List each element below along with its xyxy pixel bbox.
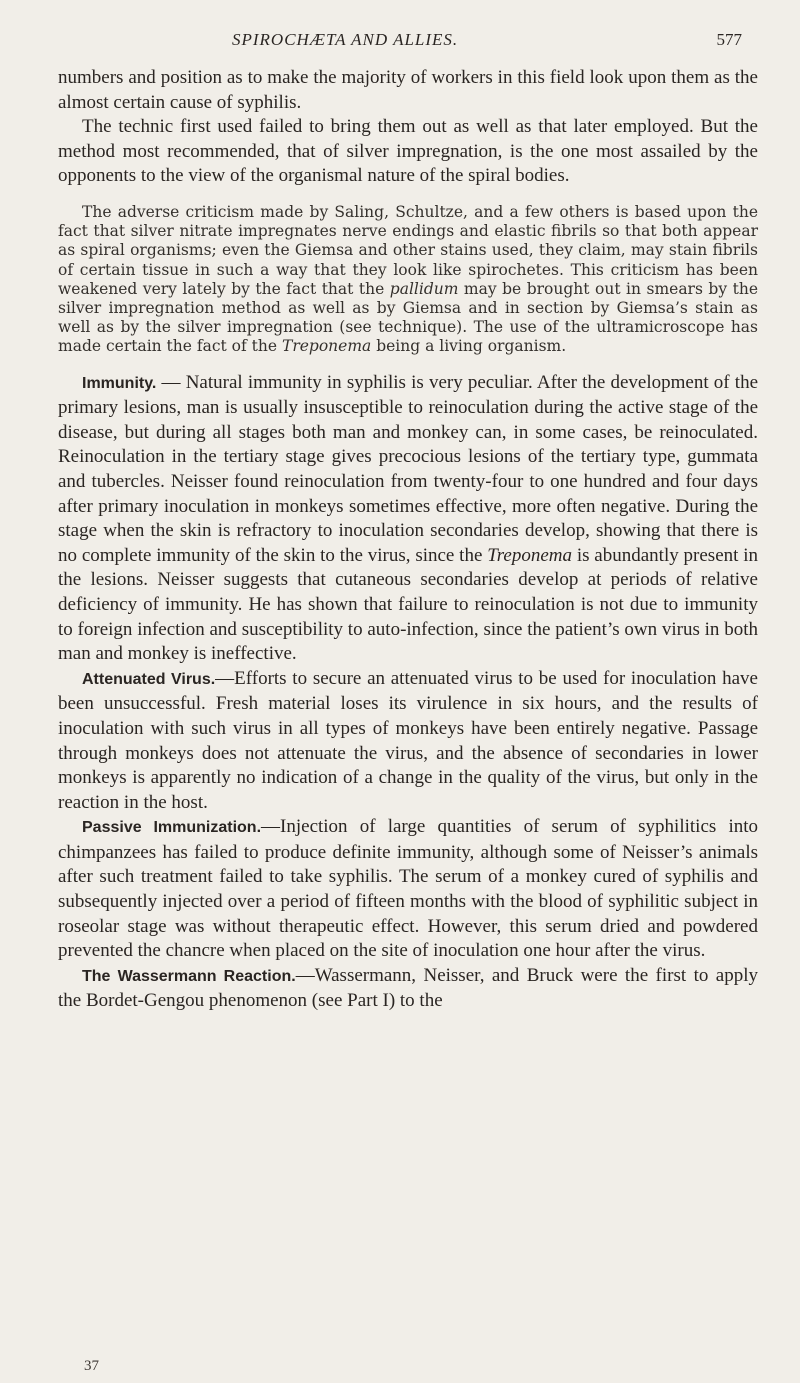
main-sections <box>58 371 758 1014</box>
criticism-text-b: may be brought out in smears by the silver impregnation method as well as by Giemsa and in section by Giemsa’s stain as well as by the silver impregnation (see technique). The use of the ultramicroscope has made certain the fact of the <box>58 279 758 356</box>
wassermann-paragraph <box>58 964 758 1014</box>
page-number: 577 <box>716 30 742 49</box>
page-body <box>58 66 758 1014</box>
attenuated-text: —Efforts to secure an attenuated virus to be used for inoculation have been unsuccessful. Fresh material loses its virulence in six hours, and the results of inoculation with such virus in all types of monkeys have been entirely negative. Passage through monkeys does not attenuate the virus, and the absence of secondaries in lower monkeys is apparently no indication of a change in the quality of the virus, but only in the reaction in the host. <box>58 667 758 813</box>
term-pallidum: pallidum <box>389 279 459 298</box>
small-print-note <box>58 203 758 357</box>
immunity-term-treponema: Treponema <box>487 544 572 566</box>
wassermann-heading: The Wassermann Reaction. <box>82 967 296 985</box>
passive-text: —Injection of large quantities of serum of syphilitics into chimpanzees has failed to produce definite immunity, although some of Neisser’s animals after such treatment failed to take syphilis. The serum of a monkey cured of syphilis and subsequently injected over a period of fifteen months with the blood of syphilitic subject in roseolar stage was without therapeutic effect. However, this serum dried and powdered prevented the chancre when placed on the site of inoculation one hour after the virus. <box>58 816 759 962</box>
immunity-text-a: — Natural immunity in syphilis is very peculiar. After the development of the primary lesions, man is usually insusceptible to reinoculation during the active stage of the disease, but during all stages both man and monkey can, in some cases, be reinoculated. Reinoculation in the tertiary stage gives precocious lesions of the tertiary type, gummata and tubercles. Neisser found reinoculation from twenty-four to one hundred and four days after primary inoculation in monkeys sometimes effective, more often negative. During the stage when the skin is refractory to inoculation secondaries develop, showing that there is no complete immunity of the skin to the virus, since the <box>58 371 758 566</box>
term-treponema: Treponema <box>282 337 372 356</box>
criticism-text-c: being a living organism. <box>371 337 567 356</box>
intro-paragraph-2: The technic first used failed to bring them out as well as that later employed. But the method most recommended, that of silver impregnation, is the one most assailed by the opponents to the view of the organismal nature of the spiral bodies. <box>58 116 758 187</box>
intro-section <box>58 66 758 189</box>
passive-paragraph <box>58 815 758 964</box>
criticism-text-a: The adverse criticism made by Saling, Schultze, and a few others is based upon the fact that silver nitrate impregnates nerve endings and elastic fibrils so that both appear as spiral organisms; even the Giemsa and other stains used, they claim, may stain fibrils of certain tissue in such a way that they look like spirochetes. This criticism has been weakened very lately by the fact that the <box>58 202 758 298</box>
running-head <box>0 30 800 54</box>
immunity-paragraph <box>58 371 758 667</box>
immunity-text-b: is abundantly present in the lesions. Neisser suggests that cutaneous secondaries develop at periods of relative deficiency of immunity. He has shown that failure to reinoculation is not due to immunity to foreign infection and susceptibility to auto-infection, since the patient’s own virus in both man and monkey is ineffective. <box>58 544 759 665</box>
immunity-heading: Immunity. <box>82 374 157 392</box>
attenuated-paragraph <box>58 667 758 816</box>
passive-heading: Passive Immunization. <box>82 819 262 837</box>
intro-paragraph-1: numbers and position as to make the majority of workers in this field look upon them as the almost certain cause of syphilis. <box>58 67 758 113</box>
wassermann-text: —Wassermann, Neisser, and Bruck were the first to apply the Bordet-Gengou phenomenon (see Part I) to the <box>58 964 758 1012</box>
signature-mark: 37 <box>84 1358 99 1374</box>
attenuated-heading: Attenuated Virus. <box>82 670 216 688</box>
criticism-paragraph <box>58 203 758 357</box>
running-title: SPIROCHÆTA AND ALLIES. <box>232 30 459 49</box>
